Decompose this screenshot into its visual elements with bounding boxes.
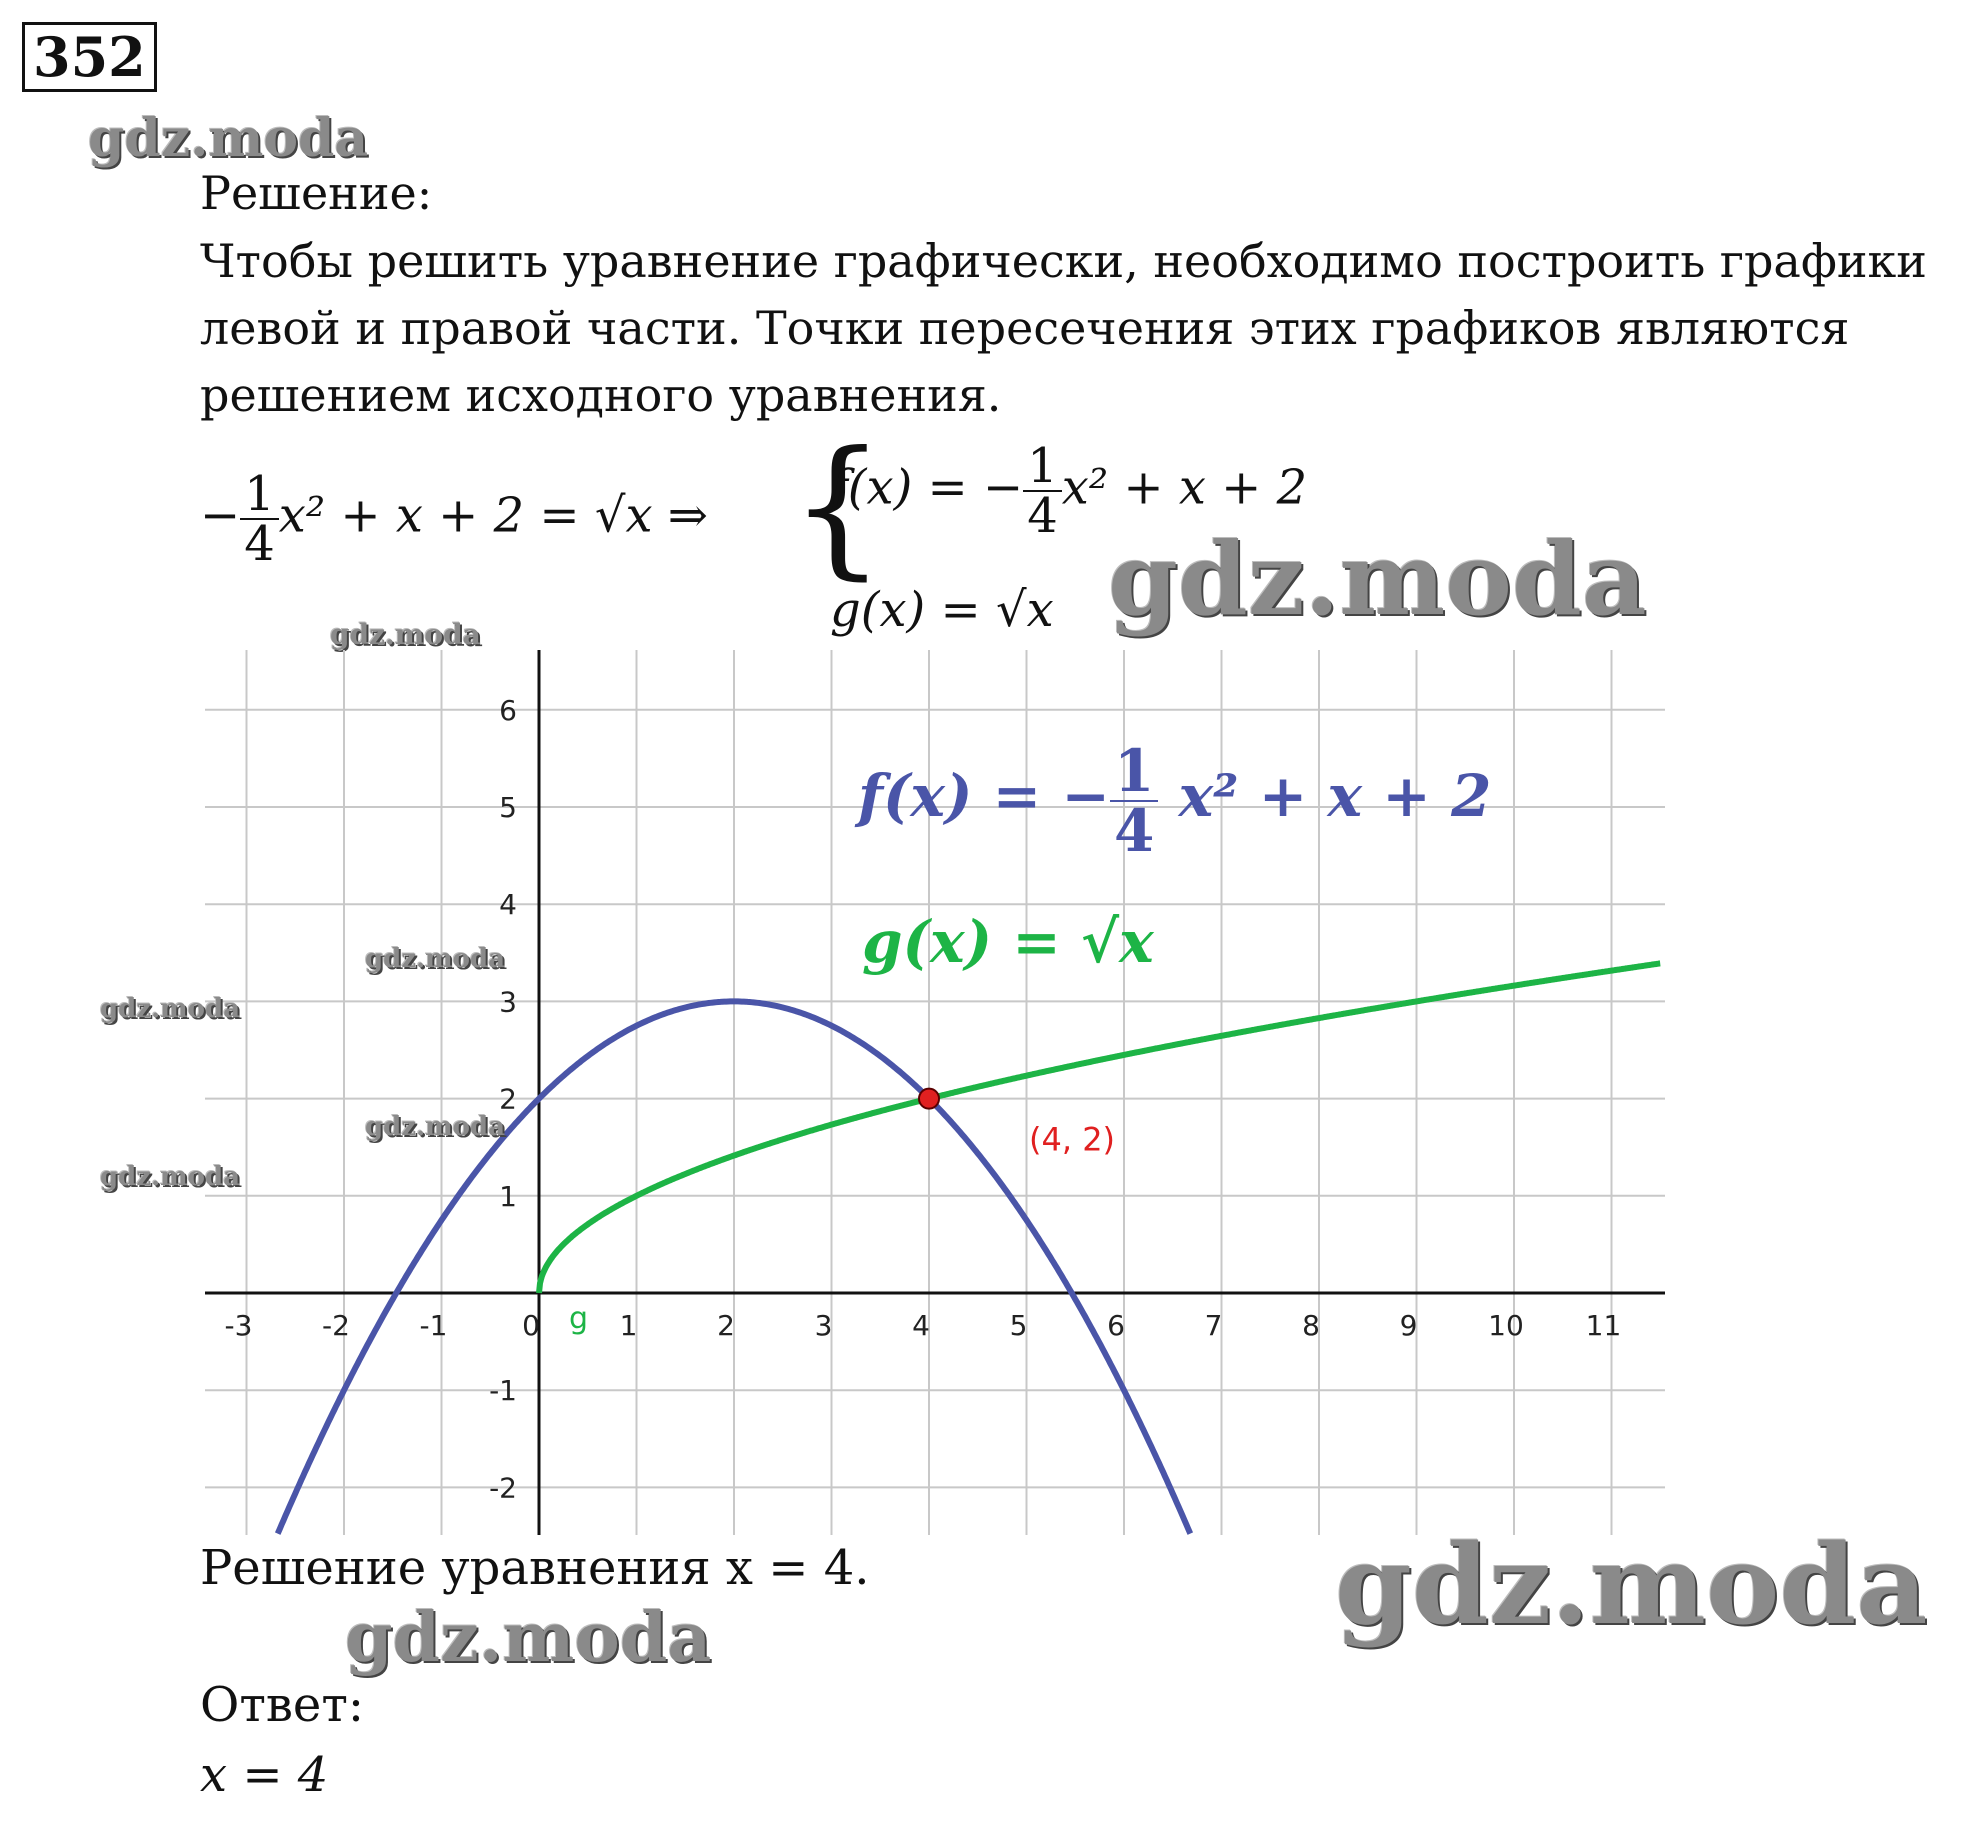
y-tick-label: 2: [499, 1082, 517, 1116]
g-formula-label: g(x) = √x: [862, 908, 1154, 976]
system-f-lhs: f(x) = −: [830, 459, 1024, 516]
x-tick-label: 4: [912, 1309, 930, 1342]
watermark: gdz.moda: [88, 108, 369, 169]
x-tick-label: 9: [1399, 1309, 1418, 1342]
equation-rest: x² + x + 2 = √x ⇒: [278, 487, 709, 544]
x-tick-label: 7: [1204, 1309, 1223, 1342]
x-tick-label: 6: [1107, 1309, 1125, 1342]
f-label-fraction: [1110, 737, 1158, 865]
f-label-denominator: 4: [1114, 797, 1155, 865]
x-tick-label: 3: [814, 1309, 833, 1342]
system-fraction-numerator: 1: [1023, 442, 1062, 492]
system-g-line: g(x) = √x: [830, 582, 1054, 638]
watermark: gdz.moda: [365, 944, 506, 974]
watermark: gdz.moda: [330, 618, 481, 651]
system-f-rest: x² + x + 2: [1061, 459, 1308, 516]
x-tick-label: -1: [419, 1309, 448, 1342]
watermark: gdz.moda: [1335, 1520, 1928, 1649]
y-tick-label: 3: [499, 985, 517, 1019]
x-tick-label: 11: [1585, 1309, 1622, 1342]
y-tick-label: 1: [499, 1179, 517, 1213]
minus-sign: −: [200, 487, 241, 544]
fraction-denominator: 4: [244, 516, 275, 572]
watermark: gdz.moda: [100, 994, 241, 1024]
fraction-numerator: 1: [240, 470, 279, 520]
solution-label: Решение:: [200, 166, 433, 220]
watermark: gdz.moda: [100, 1162, 241, 1192]
watermark: gdz.moda: [345, 1598, 712, 1678]
intersection-point: [919, 1089, 939, 1109]
f-label-numerator: 1: [1110, 742, 1158, 802]
intersection-label: (4, 2): [1029, 1120, 1116, 1159]
result-line: Решение уравнения x = 4.: [200, 1540, 870, 1596]
system-brace: {: [790, 420, 886, 594]
y-tick-label: 4: [499, 888, 517, 922]
paragraph-line-1: Чтобы решить уравнение графически, необходимо построить графики: [200, 234, 1927, 288]
x-tick-label: 10: [1488, 1309, 1524, 1342]
watermark: gdz.moda: [365, 1112, 506, 1142]
y-tick-label: -1: [489, 1374, 517, 1408]
problem-number: 352: [22, 22, 157, 92]
x-tick-label: 5: [1009, 1309, 1028, 1342]
x-tick-label: -2: [322, 1309, 350, 1342]
system-fraction-denominator: 4: [1027, 488, 1058, 544]
watermark: gdz.moda: [1108, 520, 1647, 638]
x-tick-label: 0: [522, 1309, 540, 1342]
x-tick-label: 8: [1302, 1309, 1320, 1342]
y-tick-label: 5: [499, 791, 517, 824]
paragraph-line-3: решением исходного уравнения.: [200, 368, 1002, 422]
g-curve-tag: g: [569, 1301, 589, 1336]
f-label-suffix: x² + x + 2: [1178, 762, 1492, 830]
x-tick-label: 1: [619, 1309, 638, 1342]
x-tick-label: 2: [717, 1309, 735, 1342]
x-tick-label: -3: [224, 1309, 253, 1342]
f-label-prefix: f(x) = −: [858, 762, 1110, 830]
y-tick-label: 6: [499, 693, 517, 727]
answer-label: Ответ:: [200, 1677, 365, 1733]
f-formula-label: [858, 737, 1492, 865]
paragraph-line-2: левой и правой части. Точки пересечения этих графиков являются: [200, 301, 1850, 355]
y-tick-label: -2: [489, 1471, 517, 1505]
answer-value: x = 4: [200, 1747, 329, 1803]
